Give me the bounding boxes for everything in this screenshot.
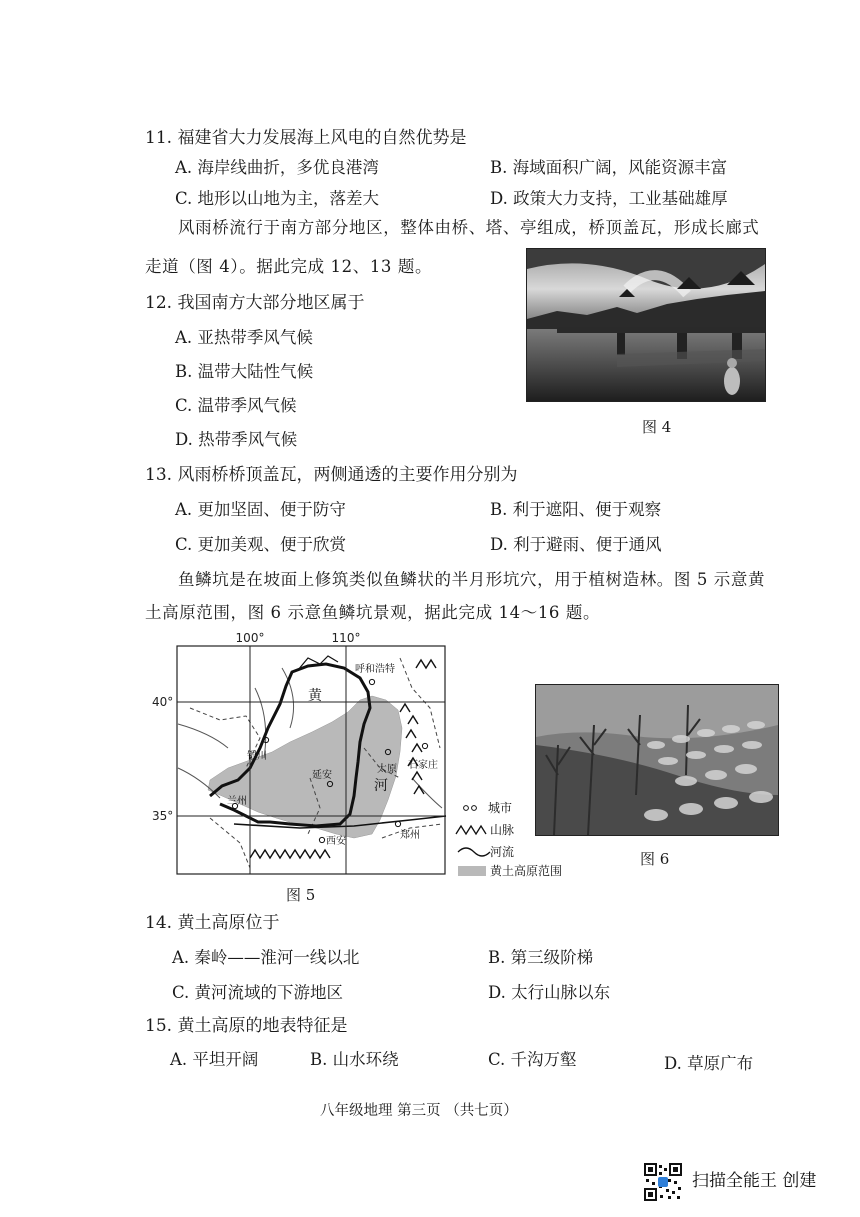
question-11-stem: 11. 福建省大力发展海上风电的自然优势是 — [145, 128, 467, 148]
passage-2-line-1: 鱼鳞坑是在坡面上修筑类似鱼鳞状的半月形坑穴，用于植树造林。图 5 示意黄 — [178, 570, 766, 589]
river-label-huang: 黄 — [308, 688, 322, 704]
question-13-option-d: D. 利于避雨、便于通风 — [490, 535, 662, 554]
city-label-zhengzhou: 郑州 — [400, 830, 420, 841]
question-15-option-c: C. 千沟万壑 — [488, 1050, 577, 1069]
question-15-option-a: A. 平坦开阔 — [170, 1050, 259, 1069]
figure-4-bridge-photo — [526, 248, 766, 402]
map-lat-label-35: 35° — [152, 809, 174, 823]
figure-4-caption: 图 4 — [642, 418, 672, 436]
legend-river-label: 河流 — [490, 845, 515, 859]
passage-1-line-1: 风雨桥流行于南方部分地区，整体由桥、塔、亭组成，桥顶盖瓦，形成长廊式 — [178, 218, 760, 237]
question-12-option-c: C. 温带季风气候 — [175, 396, 297, 415]
qr-code-icon — [644, 1163, 682, 1201]
scanner-watermark-text: 扫描全能王 创建 — [692, 1171, 817, 1191]
figure-5-caption: 图 5 — [286, 886, 316, 904]
question-13-stem: 13. 风雨桥桥顶盖瓦，两侧通透的主要作用分别为 — [145, 465, 518, 485]
question-12-stem: 12. 我国南方大部分地区属于 — [145, 293, 365, 313]
question-11-option-a: A. 海岸线曲折，多优良港湾 — [175, 158, 379, 177]
question-15-option-b: B. 山水环绕 — [310, 1050, 399, 1069]
question-14-option-a: A. 秦岭——淮河一线以北 — [172, 948, 360, 967]
city-label-shijiazhuang: 石家庄 — [408, 760, 438, 771]
map-lat-label-40: 40° — [152, 695, 174, 709]
question-11-option-d: D. 政策大力支持，工业基础雄厚 — [490, 189, 728, 208]
question-14-option-c: C. 黄河流域的下游地区 — [172, 983, 344, 1002]
question-15-stem: 15. 黄土高原的地表特征是 — [145, 1016, 348, 1036]
legend-mountain-label: 山脉 — [490, 823, 515, 837]
question-14-stem: 14. 黄土高原位于 — [145, 913, 280, 933]
question-11-option-c: C. 地形以山地为主，落差大 — [175, 189, 380, 208]
map-lon-label-100: 100° — [235, 631, 265, 645]
question-13-option-b: B. 利于遮阳、便于观察 — [490, 500, 662, 519]
map-lon-label-110: 110° — [331, 631, 361, 645]
question-11-option-b: B. 海域面积广阔，风能资源丰富 — [490, 158, 728, 177]
river-label-he: 河 — [374, 778, 388, 794]
city-label-yinchuan: 银川 — [247, 751, 267, 762]
city-label-taiyuan: 太原 — [377, 764, 397, 775]
passage-2-line-2: 土高原范围，图 6 示意鱼鳞坑景观，据此完成 14～16 题。 — [145, 603, 601, 622]
question-13-option-c: C. 更加美观、便于欣赏 — [175, 535, 347, 554]
legend-plateau-label: 黄土高原范围 — [490, 864, 563, 878]
passage-1-line-2: 走道（图 4）。据此完成 12、13 题。 — [145, 257, 433, 276]
question-14-option-d: D. 太行山脉以东 — [488, 983, 611, 1002]
page-footer: 八年级地理 第三页 （共七页） — [320, 1103, 518, 1119]
question-12-option-b: B. 温带大陆性气候 — [175, 362, 314, 381]
question-12-option-d: D. 热带季风气候 — [175, 430, 298, 449]
city-label-yanan: 延安 — [312, 770, 332, 781]
city-label-lanzhou: 兰州 — [227, 796, 247, 807]
figure-6-caption: 图 6 — [640, 850, 670, 868]
figure-6-fish-scale-pit-photo — [535, 684, 779, 836]
legend-city-label: 城市 — [488, 801, 513, 815]
question-13-option-a: A. 更加坚固、便于防守 — [175, 500, 346, 519]
city-label-hohhot: 呼和浩特 — [355, 664, 395, 675]
question-12-option-a: A. 亚热带季风气候 — [175, 328, 313, 347]
question-15-option-d: D. 草原广布 — [664, 1054, 754, 1073]
city-label-xian: 西安 — [326, 836, 346, 847]
question-14-option-b: B. 第三级阶梯 — [488, 948, 594, 967]
